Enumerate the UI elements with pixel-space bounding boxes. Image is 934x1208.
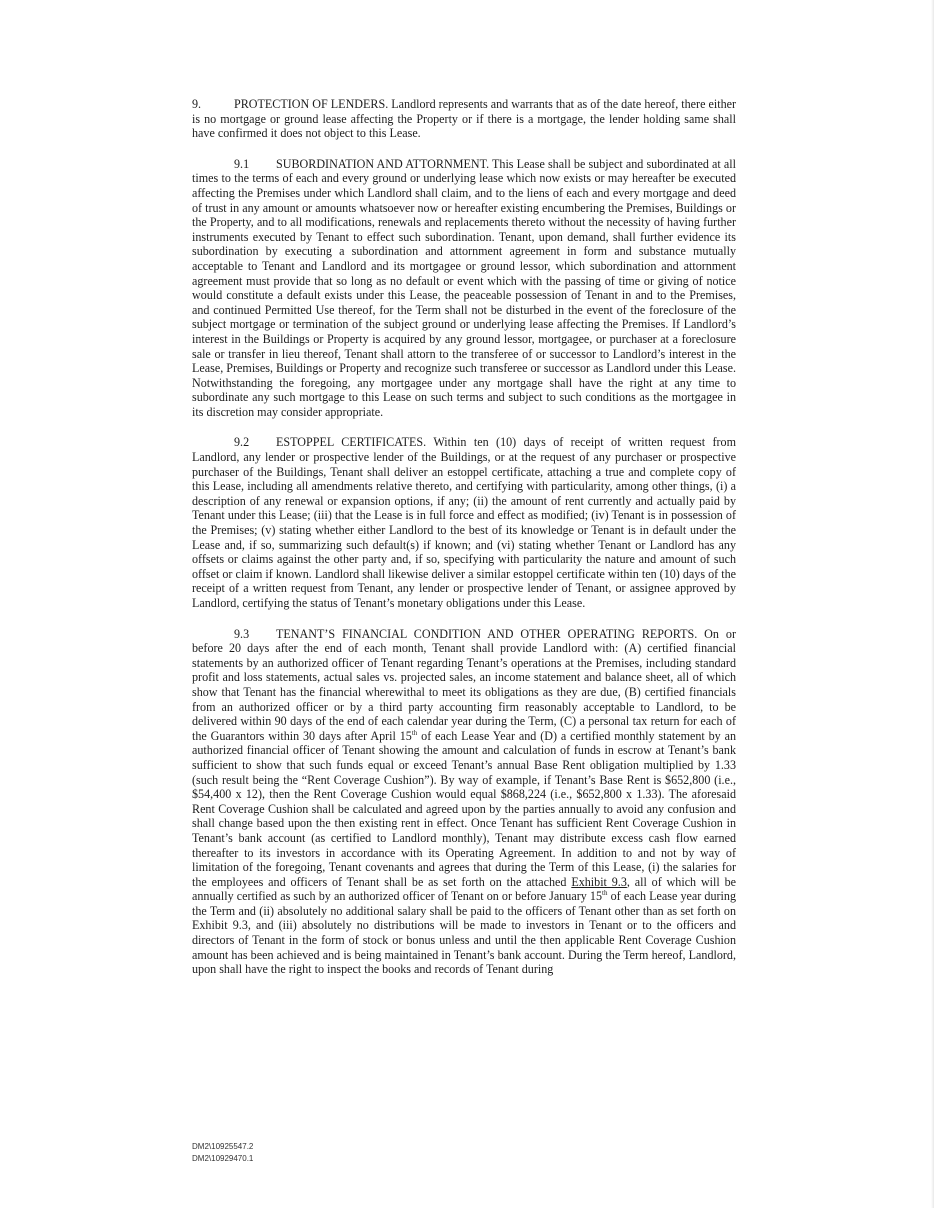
section-text: of each Lease year during the Term and (ii) absolutely no additional salary shall be paid to the officers of Tenant other than as set forth on Exhibit 9.3, and (iii) absolutely no distributions will be made to investors in Tenant or to the officers and directors of Tenant in the form of stock or bonus unless and until the then applicable Rent Coverage Cushion amount has been achieved and is being maintained in Tenant’s bank account. During the Term hereof, Landlord, upon shall have the right to inspect the books and records of Tenant during	[192, 889, 736, 977]
section-9-3-paragraph	[192, 627, 736, 977]
section-9-1-paragraph	[192, 157, 736, 420]
section-text: , all of which will be annually certified as such by an authorized officer of Tenant on or before January 15	[192, 874, 736, 904]
document-footer	[192, 1141, 253, 1165]
section-number: 9.3	[234, 626, 250, 641]
section-text: of each Lease Year and (D) a certified monthly statement by an authorized financial officer of Tenant showing the amount and calculation of funds in escrow at Tenant’s bank sufficient to show that such funds equal or exceed Tenant’s annual Base Rent obligation multiplied by 1.33 (such result being the “Rent Coverage Cushion”). By way of example, if Tenant’s Base Rent is $652,800 (i.e., $54,400 x 12), then the Rent Coverage Cushion would equal $868,224 (i.e., $652,800 x 1.33). The aforesaid Rent Coverage Cushion shall be calculated and agreed upon by the parties annually to avoid any confusion and shall change based upon the then existing rent in effect. Once Tenant has sufficient Rent Coverage Cushion in Tenant’s bank account (as certified to Landlord monthly), Tenant may distribute excess cash flow earned thereafter to its investors in accordance with its Operating Agreement. In addition to and not by way of limitation of the foregoing, Tenant covenants and agrees that during the Term of this Lease, (i) the salaries for the employees and officers of Tenant shall be as set forth on the attached	[192, 728, 737, 889]
section-9-2-paragraph	[192, 435, 736, 610]
exhibit-link: Exhibit 9.3	[571, 874, 627, 889]
section-number: 9.2	[234, 435, 250, 450]
section-number: 9.1	[234, 156, 250, 171]
document-body	[192, 97, 736, 993]
superscript: th	[411, 728, 418, 737]
section-text: Landlord represents and warrants that as of the date hereof, there either is no mortgage or ground lease affecting the Property or if there is a mortgage, the lender holding same shall have confirmed it does not object to this Lease.	[192, 97, 737, 141]
doc-id-line-1: DM2\10925547.2	[192, 1142, 254, 1151]
section-text: Within ten (10) days of receipt of written request from Landlord, any lender or prospective lender of the Buildings, or at the request of any purchaser or prospective purchaser of the Buildings, Tenant shall deliver an estoppel certificate, attaching a true and complete copy of this Lease, including all amendments relative thereto, and certifying with particularity, among other things, (i) a description of any renewal or expansion options, if any; (ii) the amount of rent currently and actually paid by Tenant under this Lease; (iii) that the Lease is in full force and effect as modified; (iv) Tenant is in possession of the Premises; (v) stating whether either Landlord to the best of its knowledge or Tenant is in default under the Lease and, if so, summarizing such default(s) if known; and (vi) stating whether Tenant or Landlord has any offsets or claims against the other party and, if so, specifying with particularity the nature and amount of such offset or claim if known. Landlord shall likewise deliver a similar estoppel certificate within ten (10) days of the receipt of a written request from Tenant, any lender or prospective lender of Tenant, or assignee approved by Landlord, certifying the status of Tenant’s monetary obligations under this Lease.	[192, 435, 736, 610]
section-heading: SUBORDINATION AND ATTORNMENT.	[276, 156, 490, 171]
doc-id-line-2: DM2\10929470.1	[192, 1154, 254, 1163]
section-9-paragraph	[192, 97, 736, 141]
section-heading: PROTECTION OF LENDERS.	[234, 97, 389, 111]
superscript: th	[602, 889, 608, 898]
section-heading: ESTOPPEL CERTIFICATES.	[276, 435, 427, 450]
section-text: This Lease shall be subject and subordinated at all times to the terms of each and every ground or underlying lease which now exists or may hereafter be executed affecting the Premises under which Landlord shall claim, and to the liens of each and every mortgage and deed of trust in any amount or amounts whatsoever now or hereafter existing encumbering the Premises, Buildings or the Property, and to all modifications, renewals and replacements thereto without the necessity of having further instruments executed by Tenant to effect such subordination. Tenant, upon demand, shall further evidence its subordination by executing a subordination and attornment agreement in form and substance mutually acceptable to Tenant and Landlord and its mortgagee or ground lessor, which subordination and attornment agreement must provide that so long as no default or event which with the passing of time or giving of notice would constitute a default exists under this Lease, the peaceable possession of Tenant in and to the Premises, and continued Permitted Use thereof, for the Term shall not be disturbed in the event of the foreclosure of the subject mortgage or termination of the subject ground or underlying lease affecting the Premises. If Landlord’s interest in the Buildings or Property is acquired by any ground lessor, mortgagee, or purchaser at a foreclosure sale or transfer in lieu thereof, Tenant shall attorn to the transferee of or successor to Landlord’s interest in the Lease, Premises, Buildings or Property and recognize such transferee or successor as Landlord under this Lease. Notwithstanding the foregoing, any mortgagee under any mortgage shall have the right at any time to subordinate any such mortgage to this Lease on such terms and subject to such conditions as the mortgagee in its discretion may consider appropriate.	[192, 156, 736, 419]
section-text: On or before 20 days after the end of each month, Tenant shall provide Landlord with: (A) certified financial statements by an authorized officer of Tenant regarding Tenant’s operations at the Premises, including standard profit and loss statements, actual sales vs. projected sales, an income statement and balance sheet, all of which show that Tenant has the financial wherewithal to meet its obligations as they are due, (B) certified financials from an authorized officer or by a third party accounting firm reasonably acceptable to Landlord, to be delivered within 90 days of the end of each calendar year during the Term, (C) a personal tax return for each of the Guarantors within 30 days after April 15	[192, 626, 736, 743]
section-number: 9.	[192, 97, 202, 111]
section-heading: TENANT’S FINANCIAL CONDITION AND OTHER OPERATING REPORTS.	[276, 626, 698, 641]
